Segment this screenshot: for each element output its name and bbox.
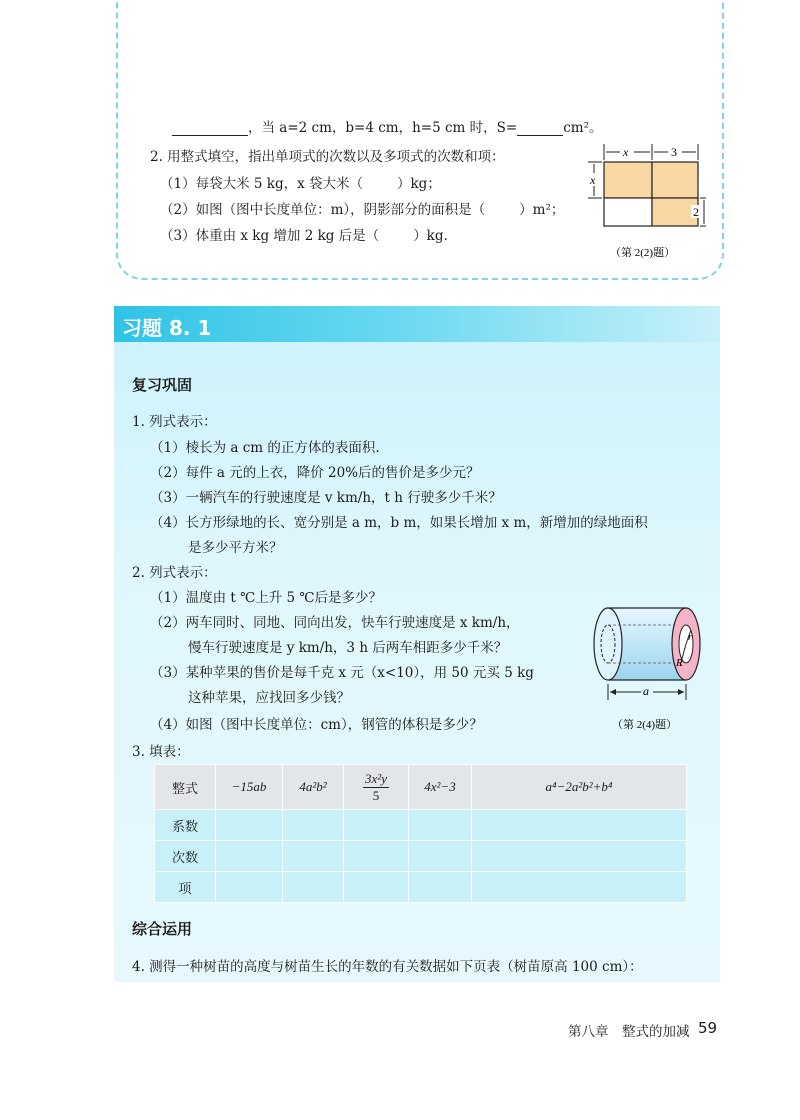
dim-2-label: 2 xyxy=(693,205,699,219)
question-1-4: （4）长方形绿地的长、宽分别是 a m，b m，如果长增加 x m，新增加的绿地面积 xyxy=(150,515,648,531)
question-2-1: （1）温度由 t ℃上升 5 ℃后是多少？ xyxy=(150,590,382,606)
question-3: 3. 填表： xyxy=(132,744,190,760)
dim-x-left-label: x xyxy=(590,173,596,187)
table-col-3 xyxy=(344,765,409,810)
answer-cell[interactable] xyxy=(216,810,283,841)
blank-cell xyxy=(604,198,652,226)
answer-cell[interactable] xyxy=(283,872,344,903)
dim-x-label: x xyxy=(623,145,629,159)
answer-cell[interactable] xyxy=(283,810,344,841)
answer-cell[interactable] xyxy=(344,872,409,903)
answer-cell[interactable] xyxy=(216,841,283,872)
practice-q2-2: （2）如图（图中长度单位：m），阴影部分的面积是（ ）m²； xyxy=(160,202,565,218)
answer-cell[interactable] xyxy=(216,872,283,903)
figure-caption: （第 2(2)题） xyxy=(610,247,676,259)
answer-cell[interactable] xyxy=(409,810,472,841)
question-1-3: （3）一辆汽车的行驶速度是 v km/h，t h 行驶多少千米？ xyxy=(150,490,502,506)
practice-q2: 2. 用整式填空，指出单项式的次数以及多项式的次数和项： xyxy=(150,149,505,165)
answer-cell[interactable] xyxy=(472,872,687,903)
line1-text: ，当 a=2 cm，b=4 cm，h=5 cm 时，S= xyxy=(248,120,518,136)
answer-cell[interactable] xyxy=(344,841,409,872)
question-1-1: （1）棱长为 a cm 的正方体的表面积. xyxy=(150,440,380,456)
shaded-cell xyxy=(604,162,652,198)
question-2-3-cont: 这种苹果，应找回多少钱？ xyxy=(188,690,350,706)
dim-3-label: 3 xyxy=(671,145,677,159)
practice-line1 xyxy=(172,116,602,136)
answer-cell[interactable] xyxy=(472,810,687,841)
shaded-cell xyxy=(652,162,698,198)
table-row xyxy=(155,872,687,903)
row-label-degree: 次数 xyxy=(155,841,216,872)
row-label-terms: 项 xyxy=(155,872,216,903)
pipe-a-label: a xyxy=(643,684,649,698)
table-col-1: −15ab xyxy=(216,765,283,810)
table-header-label: 整式 xyxy=(155,765,216,810)
fraction-expression: $\frac{\text{3x²y}}{5}$ xyxy=(365,770,387,803)
table-row xyxy=(155,841,687,872)
table-col-4: 4x²−3 xyxy=(409,765,472,810)
exercise-title: 习题 8. 1 xyxy=(122,316,212,340)
answer-cell[interactable] xyxy=(344,810,409,841)
line1-unit: cm²。 xyxy=(563,120,603,136)
review-section-title: 复习巩固 xyxy=(132,376,193,394)
table-col-5: a⁴−2a²b²+b⁴ xyxy=(472,765,687,810)
shaded-area-figure xyxy=(586,140,706,264)
answer-blank xyxy=(517,121,563,136)
chapter-footer: 第八章 整式的加减 xyxy=(568,1024,690,1040)
question-4: 4. 测得一种树苗的高度与树苗生长的年数的有关数据如下页表（树苗原高 100 cm）： xyxy=(132,959,643,975)
pipe-R-label: R xyxy=(676,657,683,669)
question-1-2: （2）每件 a 元的上衣，降价 20%后的售价是多少元？ xyxy=(150,465,480,481)
answer-cell[interactable] xyxy=(409,841,472,872)
question-2-3: （3）某种苹果的售价是每千克 x 元（x<10），用 50 元买 5 kg xyxy=(150,665,534,681)
fill-table xyxy=(154,764,687,903)
question-2-4: （4）如图（图中长度单位：cm），钢管的体积是多少？ xyxy=(150,717,483,733)
pipe-r-label: r xyxy=(688,631,693,643)
table-row xyxy=(155,810,687,841)
question-1: 1. 列式表示： xyxy=(132,414,217,430)
answer-blank xyxy=(172,121,248,136)
answer-cell[interactable] xyxy=(283,841,344,872)
steel-pipe-figure xyxy=(590,604,716,738)
question-2-2: （2）两车同时、同地、同向出发，快车行驶速度是 x km/h， xyxy=(150,615,520,631)
answer-cell[interactable] xyxy=(409,872,472,903)
row-label-coefficient: 系数 xyxy=(155,810,216,841)
question-2: 2. 列式表示： xyxy=(132,565,217,581)
apply-section-title: 综合运用 xyxy=(132,920,193,938)
table-header-row xyxy=(155,765,687,810)
page-number: 59 xyxy=(698,1019,718,1037)
pipe-back-end xyxy=(594,608,622,680)
answer-cell[interactable] xyxy=(472,841,687,872)
exercise-header xyxy=(114,306,720,342)
pipe-caption: （第 2(4)题） xyxy=(612,719,678,731)
practice-q2-1: （1）每袋大米 5 kg，x 袋大米（ ）kg； xyxy=(160,176,441,192)
question-2-2-cont: 慢车行驶速度是 y km/h，3 h 后两车相距多少千米？ xyxy=(188,640,508,656)
practice-q2-3: （3）体重由 x kg 增加 2 kg 后是（ ）kg. xyxy=(160,228,448,244)
table-col-2: 4a²b² xyxy=(283,765,344,810)
question-1-4-cont: 是多少平方米？ xyxy=(188,540,283,556)
